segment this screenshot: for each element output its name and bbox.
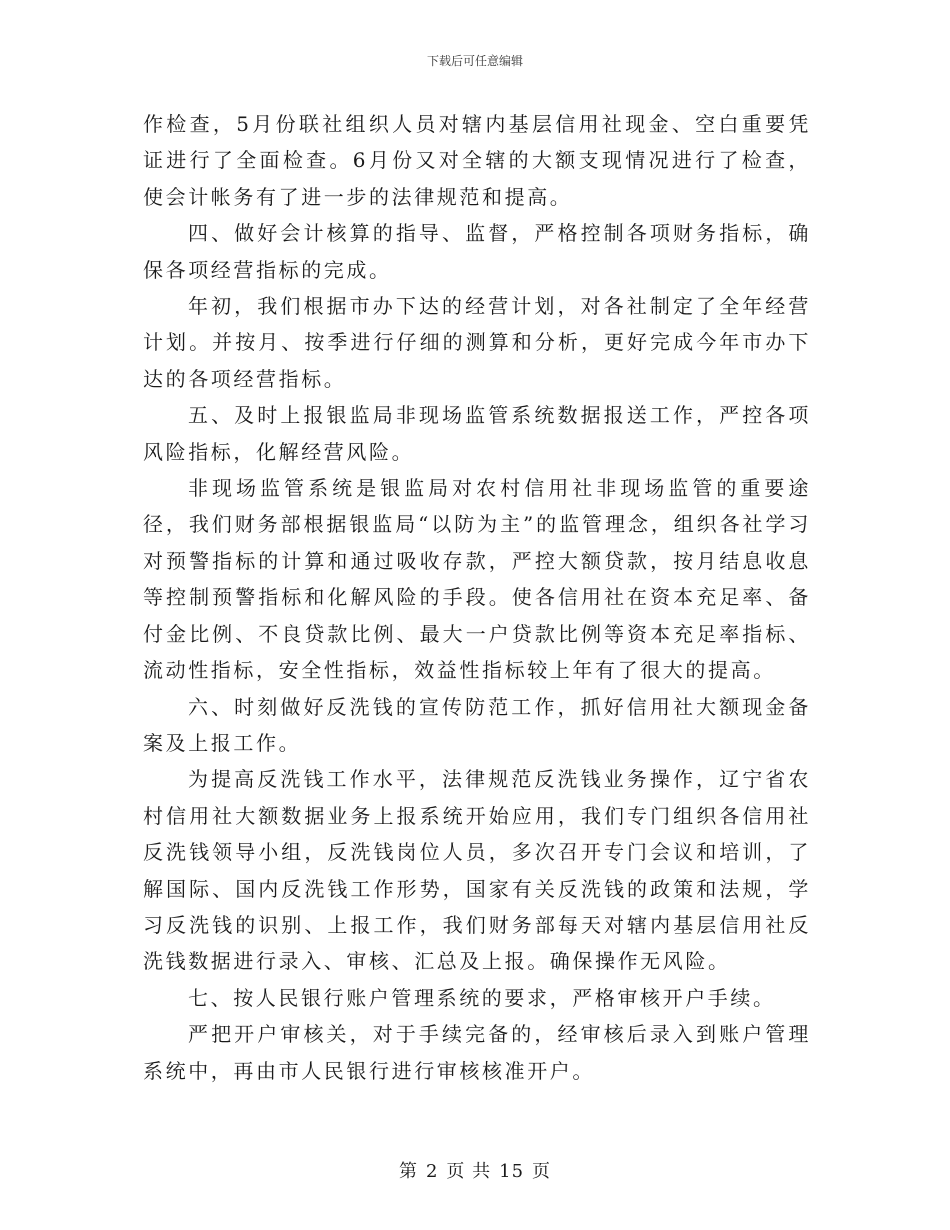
page-label-prefix: 第 (398, 1161, 418, 1182)
section-heading-6: 六、时刻做好反洗钱的宣传防范工作，抓好信用社大额现金备案及上报工作。 (143, 694, 811, 755)
page-total: 15 (499, 1161, 525, 1182)
section-heading-7: 七、按人民银行账户管理系统的要求，严格审核开户手续。 (188, 985, 776, 1010)
document-body (143, 106, 811, 1089)
paragraph: 为提高反洗钱工作水平，法律规范反洗钱业务操作，辽宁省农村信用社大额数据业务上报系统开始应用，我们专门组织各信用社反洗钱领导小组，反洗钱岗位人员，多次召开专门会议和培训，了解国际、国内反洗钱工作形势，国家有关反洗钱的政策和法规，学习反洗钱的识别、上报工作，我们财务部每天对辖内基层信用社反洗钱数据进行录入、审核、汇总及上报。确保操作无风险。 (143, 767, 811, 974)
paragraph: 年初，我们根据市办下达的经营计划，对各社制定了全年经营计划。并按月、按季进行仔细的测算和分析，更好完成今年市办下达的各项经营指标。 (143, 294, 811, 391)
paragraph-continuation: 作检查，5月份联社组织人员对辖内基层信用社现金、空白重要凭证进行了全面检查。6月份又对全辖的大额支现情况进行了检查，使会计帐务有了进一步的法律规范和提高。 (143, 112, 811, 209)
page-number (0, 1157, 950, 1183)
section-heading-4: 四、做好会计核算的指导、监督，严格控制各项财务指标，确保各项经营指标的完成。 (143, 221, 811, 282)
paragraph: 非现场监管系统是银监局对农村信用社非现场监管的重要途径，我们财务部根据银监局“以防为主”的监管理念，组织各社学习对预警指标的计算和通过吸收存款，严控大额贷款，按月结息收息等控制预警指标和化解风险的手段。使各信用社在资本充足率、备付金比例、不良贷款比例、最大一户贷款比例等资本充足率指标、流动性指标，安全性指标，效益性指标较上年有了很大的提高。 (143, 476, 811, 683)
section-heading-5: 五、及时上报银监局非现场监管系统数据报送工作，严控各项风险指标，化解经营风险。 (143, 403, 811, 464)
page-label-middle: 页 共 (446, 1161, 492, 1182)
paragraph: 严把开户审核关，对于手续完备的，经审核后录入到账户管理系统中，再由市人民银行进行审核核准开户。 (143, 1022, 811, 1083)
header-note: 下载后可任意编辑 (426, 54, 523, 68)
page-label-suffix: 页 (532, 1161, 552, 1182)
page-current: 2 (425, 1161, 439, 1182)
